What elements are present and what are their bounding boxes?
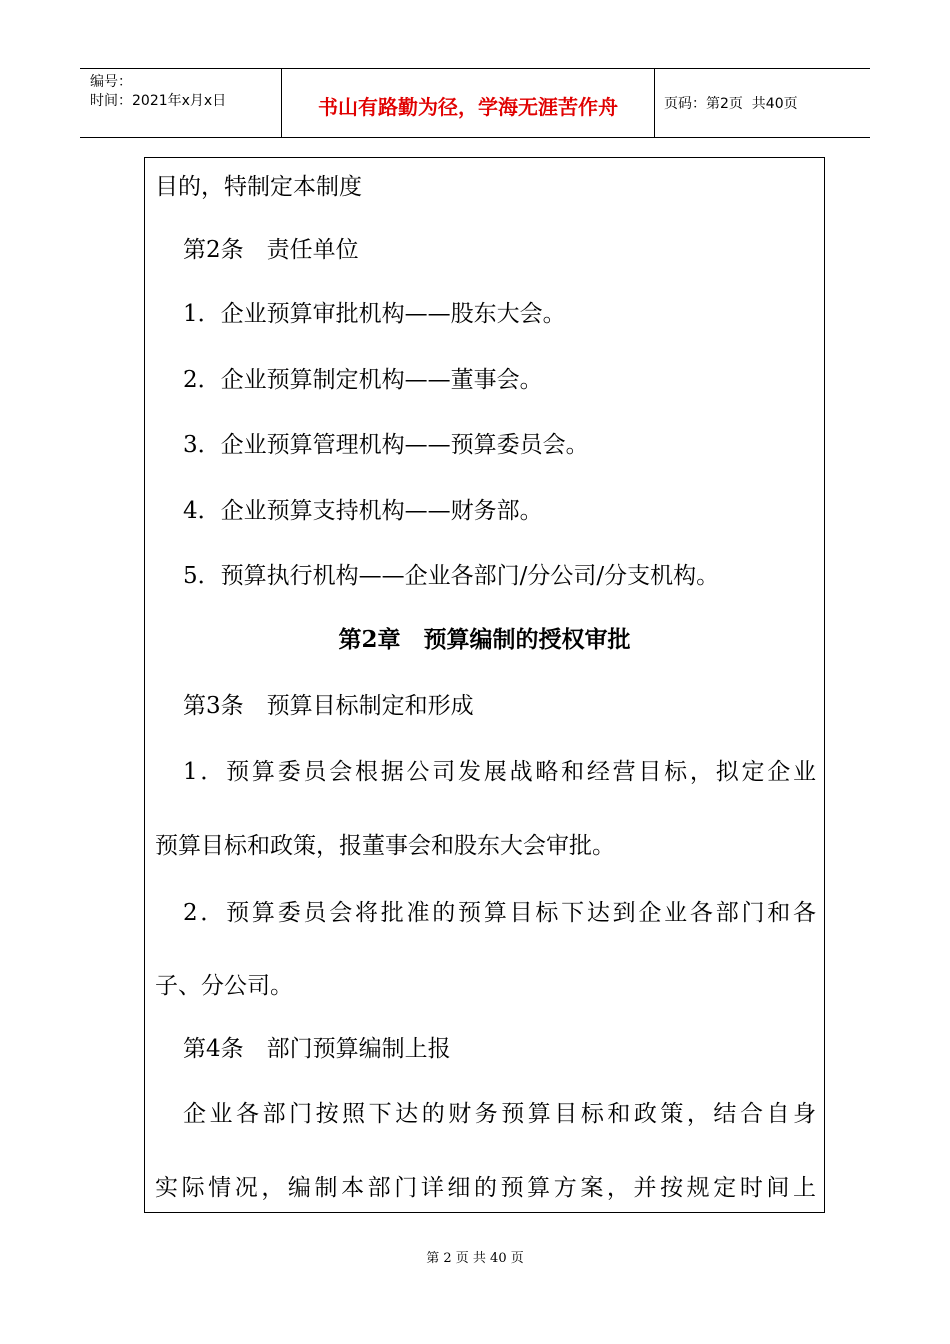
list-item: 5．预算执行机构——企业各部门/分公司/分支机构。 xyxy=(183,563,720,589)
page-footer: 第 2 页 共 40 页 xyxy=(426,1251,524,1266)
list-item: 2．企业预算制定机构——董事会。 xyxy=(183,367,543,393)
document-number-label: 编号： xyxy=(90,74,132,90)
header-right-cell xyxy=(654,69,870,137)
header-left-cell xyxy=(80,69,281,137)
paragraph-line: 子、分公司。 xyxy=(155,973,293,999)
header-center-cell xyxy=(281,69,655,137)
paragraph-line: 2．预算委员会将批准的预算目标下达到企业各部门和各 xyxy=(183,900,816,926)
paragraph-line: 预算目标和政策，报董事会和股东大会审批。 xyxy=(155,833,615,859)
article-heading: 第3条 预算目标制定和形成 xyxy=(183,693,474,719)
chapter-heading: 第2章 预算编制的授权审批 xyxy=(338,626,631,653)
article-heading: 第4条 部门预算编制上报 xyxy=(183,1036,451,1062)
document-time-label: 时间：2021年x月x日 xyxy=(90,93,227,109)
header-page-info: 页码：第2页 共40页 xyxy=(664,96,798,112)
paragraph-line: 1．预算委员会根据公司发展战略和经营目标，拟定企业 xyxy=(183,759,816,785)
page-header xyxy=(80,68,870,138)
header-motto: 书山有路勤为径，学海无涯苦作舟 xyxy=(318,95,618,119)
paragraph-line: 实际情况，编制本部门详细的预算方案，并按规定时间上 xyxy=(155,1175,816,1201)
text-line: 目的，特制定本制度 xyxy=(155,174,362,200)
list-item: 3．企业预算管理机构——预算委员会。 xyxy=(183,432,589,458)
paragraph-line: 企业各部门按照下达的财务预算目标和政策，结合自身 xyxy=(183,1101,816,1127)
content-box xyxy=(144,157,825,1213)
article-heading: 第2条 责任单位 xyxy=(183,237,359,263)
list-item: 4．企业预算支持机构——财务部。 xyxy=(183,498,543,524)
list-item: 1．企业预算审批机构——股东大会。 xyxy=(183,301,566,327)
